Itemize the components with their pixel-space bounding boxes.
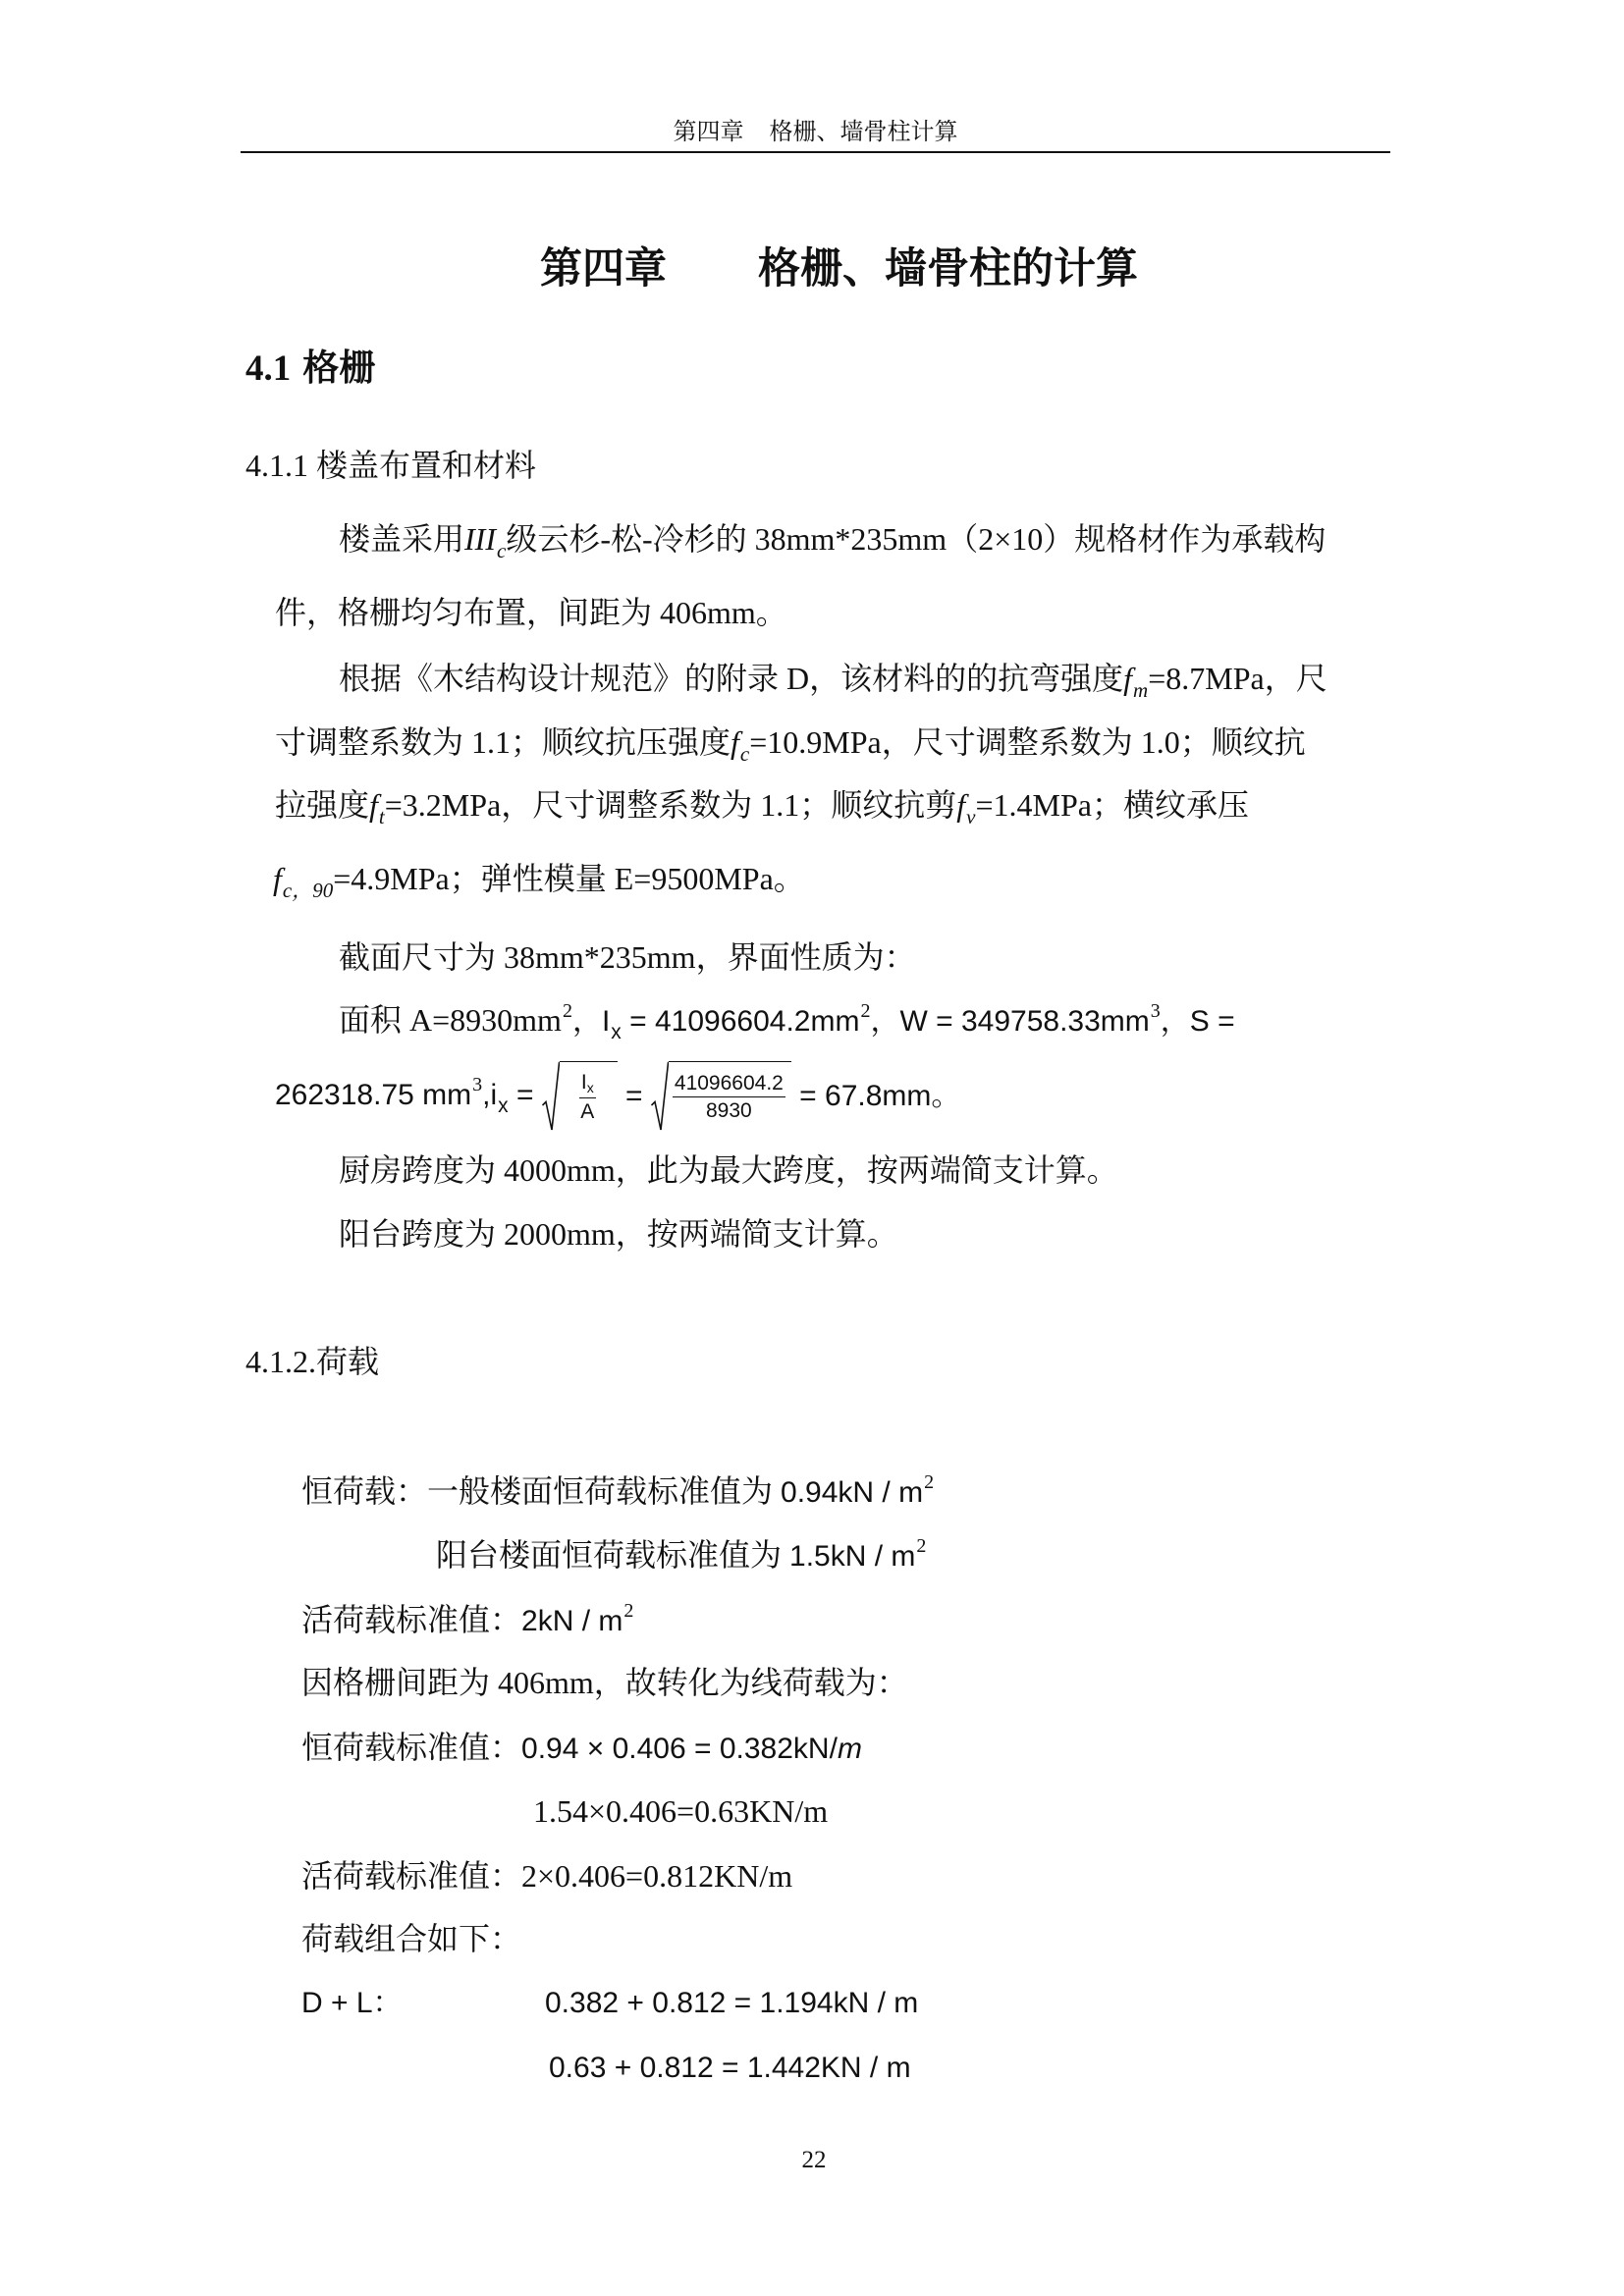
dead-line-load-unit: m: [837, 1733, 862, 1765]
running-header: [241, 118, 1390, 147]
chapter-title: 格栅、墙骨柱的计算: [758, 244, 1138, 294]
dead-load-value: 0.94kN / m: [781, 1476, 924, 1509]
radius-symbol: ,i: [482, 1078, 498, 1111]
fc90-subscript: c，90: [282, 879, 334, 902]
fm-symbol: f: [1123, 661, 1133, 696]
radical-ix-over-a: [542, 1061, 618, 1132]
kitchen-span-text: 厨房跨度为 4000mm，此为最大跨度，按两端简支计算。: [339, 1152, 1118, 1188]
strength-text: 拉强度: [275, 787, 370, 823]
kitchen-span-line: [339, 1148, 1118, 1192]
radical-sign: [542, 1061, 560, 1132]
combination-label-line: [301, 1982, 403, 2025]
subsection-heading-4-1-2: [245, 1340, 379, 1383]
conversion-line: [301, 1661, 908, 1704]
combination-intro-text: 荷载组合如下：: [301, 1921, 522, 1956]
running-header-title: 格栅、墙骨柱计算: [769, 120, 958, 145]
radical-numeric: [651, 1061, 791, 1132]
balcony-span-text: 阳台跨度为 2000mm，按两端简支计算。: [339, 1216, 898, 1252]
combination-1-line: [545, 1982, 918, 2025]
radicand: [669, 1061, 791, 1132]
fraction-numeric: [673, 1071, 785, 1123]
balcony-dead-load-line: [436, 1533, 926, 1576]
section-props-line-1: [339, 998, 1235, 1041]
grade-symbol: III: [464, 521, 496, 557]
fraction-denominator: [673, 1097, 785, 1123]
page-number: 22: [801, 2147, 827, 2173]
ix-exponent: 2: [860, 1000, 871, 1022]
ix-subscript: x: [611, 1021, 622, 1043]
grade-subscript: c: [496, 539, 507, 562]
dead-line-load-label: 恒荷载标准值：: [301, 1730, 522, 1765]
ix-value: = 41096604.2mm: [621, 1005, 860, 1038]
section-props-text: 截面尺寸为 38mm*235mm，界面性质为：: [339, 939, 916, 975]
material-line-2: [275, 591, 787, 634]
strength-text: =4.9MPa；弹性模量 E=9500MPa。: [333, 861, 805, 896]
s-and-radius-group: [275, 1074, 542, 1120]
chapter-heading: [540, 241, 1138, 296]
subsection-heading-4-1-1: [245, 444, 536, 487]
strength-line-4: [273, 857, 805, 900]
fv-subscript: v: [966, 805, 976, 828]
section-props-line-2: [275, 1057, 960, 1136]
strength-line-2: [275, 721, 1306, 764]
ix-symbol: ，I: [571, 1005, 611, 1038]
result-group: [791, 1075, 961, 1118]
strength-text: =3.2MPa，尺寸调整系数为 1.1；顺纹抗剪: [384, 787, 957, 823]
w-exponent: 3: [1150, 1000, 1161, 1022]
equals-sign: =: [617, 1080, 651, 1112]
material-text: 件，格栅均匀布置，间距为 406mm。: [275, 595, 787, 630]
frac-ix-subscript: x: [586, 1080, 594, 1095]
combination-1: 0.382 + 0.812 = 1.194kN / m: [545, 1987, 919, 2019]
balcony-dead-load-value: 1.5kN / m: [789, 1540, 916, 1573]
section-props-intro: [339, 935, 916, 979]
strength-text: 根据《木结构设计规范》的附录 D，该材料的的抗弯强度: [339, 661, 1124, 696]
area-text: 面积 A=8930mm: [339, 1002, 562, 1038]
dead-load-line: [301, 1469, 934, 1513]
area-exponent: 2: [562, 1000, 572, 1022]
combination-intro: [301, 1917, 521, 1960]
w-value: ，W = 349758.33mm: [870, 1005, 1150, 1038]
frac-area-symbol: A: [580, 1100, 595, 1123]
strength-text: =1.4MPa；横纹承压: [975, 787, 1249, 823]
combination-2: 0.63 + 0.812 = 1.442KN / m: [549, 2052, 911, 2084]
subsection-heading-text: 4.1.2.荷载: [245, 1344, 380, 1379]
s-exponent: 3: [472, 1073, 483, 1095]
radius-subscript: x: [498, 1094, 509, 1117]
section-number: 4.1: [245, 348, 292, 389]
fm-subscript: m: [1133, 678, 1149, 702]
fc-subscript: c: [739, 742, 750, 766]
balcony-dead-load-exponent: 2: [916, 1535, 927, 1557]
live-load-exponent: 2: [623, 1600, 634, 1622]
balcony-dead-line-load-calc: 1.54×0.406=0.63KN/m: [533, 1793, 829, 1829]
fraction-ix-over-a: [579, 1070, 596, 1124]
balcony-dead-line-load: [533, 1789, 828, 1833]
equals-sign: =: [508, 1078, 542, 1111]
fraction-numerator: [673, 1071, 785, 1097]
chapter-number: 第四章: [540, 244, 667, 294]
header-rule: [241, 151, 1390, 153]
frac-numeric-denominator: 8930: [706, 1099, 752, 1122]
ft-symbol: f: [369, 787, 378, 823]
dead-load-exponent: 2: [924, 1471, 935, 1493]
section-title: 格栅: [302, 347, 376, 389]
strength-text: =8.7MPa，尺: [1148, 661, 1327, 696]
equals-group: [618, 1075, 651, 1118]
subsection-heading-text: 4.1.1 楼盖布置和材料: [245, 448, 537, 483]
strength-text: =10.9MPa，尺寸调整系数为 1.0；顺纹抗: [749, 724, 1306, 760]
radical-sign: [651, 1061, 669, 1132]
s-value: 262318.75 mm: [275, 1078, 472, 1111]
dead-line-load: [301, 1726, 862, 1769]
live-load-line: [301, 1598, 633, 1641]
fc-symbol: f: [731, 724, 739, 760]
section-heading: [245, 345, 375, 393]
ft-subscript: t: [378, 805, 385, 828]
radicand: [560, 1061, 618, 1132]
material-text: 级云杉-松-冷杉的 38mm*235mm（2×10）规格材作为承载构: [506, 521, 1326, 557]
balcony-span-line: [339, 1212, 898, 1255]
strength-line-1: [339, 657, 1327, 700]
strength-line-3: [275, 783, 1249, 827]
fv-symbol: f: [956, 787, 966, 823]
material-line-1: [339, 517, 1326, 561]
conversion-text: 因格栅间距为 406mm，故转化为线荷载为：: [301, 1665, 908, 1700]
dead-load-label: 恒荷载：一般楼面恒荷载标准值为: [301, 1473, 782, 1509]
live-line-load: [301, 1854, 792, 1897]
live-line-load-text: 活荷载标准值：2×0.406=0.812KN/m: [301, 1858, 793, 1894]
dead-line-load-calc: 0.94 × 0.406 = 0.382kN/: [521, 1733, 838, 1765]
running-header-chapter: 第四章: [673, 120, 744, 145]
frac-numeric-numerator: 41096604.2: [674, 1072, 784, 1095]
strength-text: 寸调整系数为 1.1；顺纹抗压强度: [275, 724, 731, 760]
live-load-label: 活荷载标准值：: [301, 1602, 522, 1637]
combination-2-line: [549, 2047, 911, 2090]
radius-result: = 67.8mm。: [790, 1080, 961, 1112]
s-label: ，S =: [1160, 1005, 1235, 1038]
frac-ix-symbol: I: [580, 1071, 587, 1094]
balcony-dead-load-label: 阳台楼面恒荷载标准值为: [436, 1537, 790, 1573]
combination-label: D + L：: [301, 1987, 403, 2019]
fraction-numerator: [579, 1070, 596, 1098]
material-text: 楼盖采用: [339, 521, 465, 557]
fraction-denominator: [579, 1098, 596, 1124]
fc90-symbol: f: [273, 861, 282, 896]
live-load-value: 2kN / m: [521, 1605, 623, 1637]
